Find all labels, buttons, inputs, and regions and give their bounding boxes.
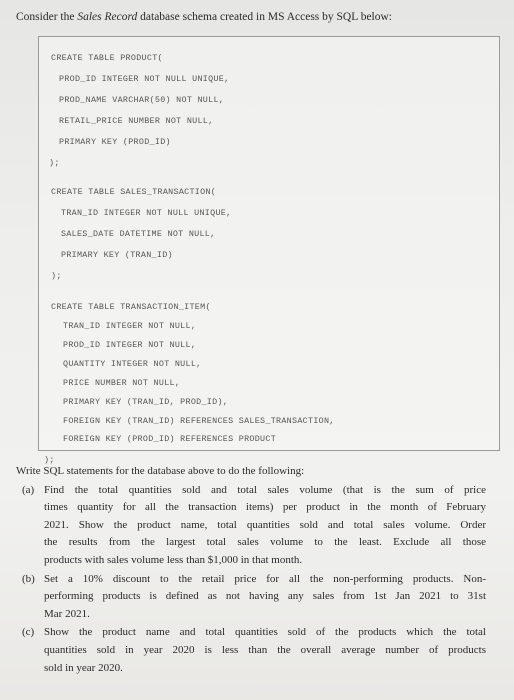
code-line: CREATE TABLE PRODUCT( [51,53,163,63]
question-text [44,624,486,677]
question-text [44,571,486,624]
question-item [16,482,486,570]
intro-italic-schema-name: Sales Record [77,11,138,23]
question-letter: (c) [22,626,35,639]
code-line: FOREIGN KEY (TRAN_ID) REFERENCES SALES_TRANSACTION, [63,416,335,426]
question-line: performing products is defined as not having any sales from 1st Jan 2021 to 31st [44,590,486,603]
questions-intro: Write SQL statements for the database above to do the following: [16,465,305,477]
sql-code-box [38,36,500,451]
question-line: Set a 10% discount to the retail price for all the non-performing products. Non- [44,572,486,585]
question-text [44,482,486,570]
question-line: products with sales volume less than $1,000 in that month. [44,553,303,566]
question-line: quantities sold in year 2020 is less than the overall average number of products [44,643,486,656]
code-line: PROD_NAME VARCHAR(50) NOT NULL, [59,95,225,105]
question-letter: (b) [22,572,35,585]
code-line: PRICE NUMBER NOT NULL, [63,378,181,388]
question-line: sold in year 2020. [44,661,123,674]
question-item [16,624,486,677]
code-line: ); [49,158,60,168]
code-line: PRIMARY KEY (TRAN_ID, PROD_ID), [63,397,229,407]
code-line: TRAN_ID INTEGER NOT NULL, [63,321,197,331]
question-letter: (a) [22,483,35,496]
code-line: PROD_ID INTEGER NOT NULL, [63,340,197,350]
code-line: RETAIL_PRICE NUMBER NOT NULL, [59,116,214,126]
code-line: PROD_ID INTEGER NOT NULL UNIQUE, [59,74,230,84]
question-line: Find the total quantities sold and total sales volume (that is the sum of price [44,483,486,496]
question-line: Show the product name and total quantities sold of the products which the total [44,626,486,639]
question-line: times quantity for all the transaction items) per product in the month of February [44,501,486,514]
intro-sentence [16,10,506,24]
code-line: QUANTITY INTEGER NOT NULL, [63,359,202,369]
code-line: CREATE TABLE SALES_TRANSACTION( [51,187,217,197]
code-line: ); [44,455,55,465]
intro-suffix: database schema created in MS Access by SQL below: [137,11,393,23]
code-line: ); [51,271,62,281]
code-line: TRAN_ID INTEGER NOT NULL UNIQUE, [61,208,232,218]
intro-prefix: Consider the [16,11,78,23]
question-item [16,571,486,624]
code-line: SALES_DATE DATETIME NOT NULL, [61,229,216,239]
questions-section [16,463,486,677]
question-line: Mar 2021. [44,607,90,620]
code-line: CREATE TABLE TRANSACTION_ITEM( [51,302,211,312]
question-line: the results from the largest total sales volume to the least. Exclude all those [44,536,486,549]
code-line: FOREIGN KEY (PROD_ID) REFERENCES PRODUCT [63,434,277,444]
question-line: 2021. Show the product name, total quantities sold and total sales volume. Order [44,518,486,531]
code-line: PRIMARY KEY (TRAN_ID) [61,250,173,260]
code-line: PRIMARY KEY (PROD_ID) [59,137,171,147]
